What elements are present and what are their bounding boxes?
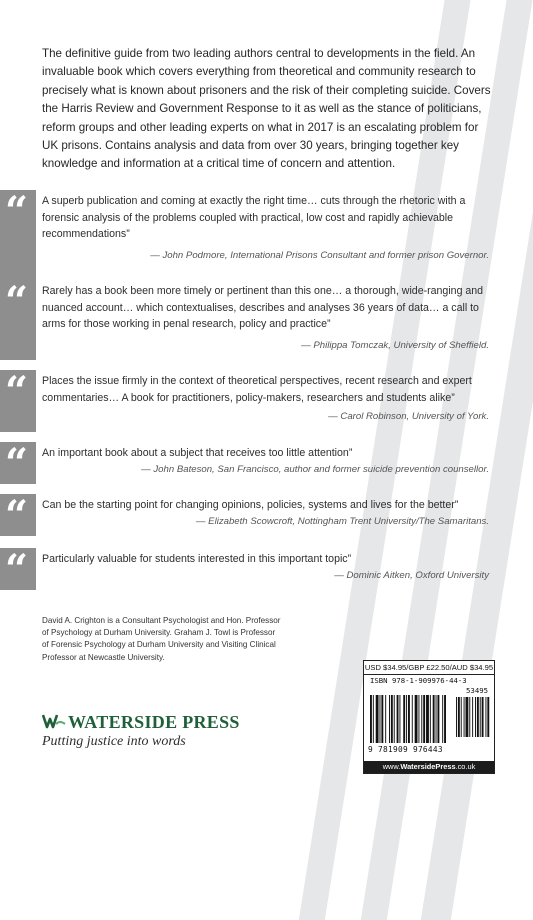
addon-code: 53495 [466, 686, 488, 695]
author-bio: David A. Crighton is a Consultant Psychologist and Hon. Professor of Psychology at Durham University. Graham J. Towl is Professor of Forensic Psychology at Durham University and Visiting Clinical Professor at Newcastle University. [42, 616, 281, 662]
waterside-logo-icon [42, 712, 66, 730]
price-line: USD $34.95/GBP £22.50/AUD $34.95 [364, 661, 494, 675]
review-text: Particularly valuable for students interested in this important topic” [42, 553, 352, 565]
url-domain: WatersidePress [400, 762, 456, 771]
url-prefix: www. [382, 762, 401, 771]
quote-bar [0, 546, 36, 593]
book-blurb: The definitive guide from two leading authors central to developments in the field. An invaluable book which covers everything from theoretical and community research to precisely what is known about prisoners and the risk of their completing suicide. Covers the Harris Review and Government Response to it as well as the stance of politicians, reform groups and other leading experts on what in 2017 is an escalating problem for UK prisons. Contains analysis and data from over 30 years, bringing together key knowledge and information at a critical time of concern and attention. [42, 47, 491, 171]
publisher-name: WATERSIDE PRESS [68, 712, 240, 732]
quote-bar [0, 440, 36, 487]
publisher-tagline: Putting justice into words [42, 734, 186, 749]
website-url [364, 761, 494, 773]
quote-icon: “ [5, 278, 29, 325]
quote-icon: “ [5, 546, 29, 593]
review-text: An important book about a subject that receives too little attention” [42, 447, 353, 459]
isbn-text: ISBN 978-1-909976-44-3 [370, 676, 467, 685]
url-suffix: .co.uk [455, 762, 476, 771]
review-attribution: — Elizabeth Scowcroft, Nottingham Trent University/The Samaritans. [195, 516, 489, 527]
quote-icon: “ [5, 368, 29, 415]
review-attribution: — John Bateson, San Francisco, author and former suicide prevention counsellor. [141, 464, 489, 475]
quote-icon: “ [5, 188, 29, 235]
quote-icon: “ [5, 492, 29, 539]
publisher-logo [42, 712, 272, 752]
quote-bar [0, 190, 36, 282]
quote-icon: “ [5, 440, 29, 487]
review-attribution: — Carol Robinson, University of York. [328, 411, 489, 422]
review-text: Places the issue firmly in the context of theoretical perspectives, recent research and expert commentaries… A book for practitioners, policy-makers, researchers and students alike” [42, 375, 472, 404]
review-text: Can be the starting point for changing opinions, policies, systems and lives for the better” [42, 499, 459, 511]
ean-number: 9 781909 976443 [368, 745, 443, 754]
review-text: Rarely has a book been more timely or pertinent than this one… a thorough, wide-ranging and nuanced account… which contextualises, describes and analyses 36 years of data… a call to arms for those working in penal research, policy and practice” [42, 285, 484, 330]
review-attribution: — John Podmore, International Prisons Consultant and former prison Governor. [150, 250, 489, 261]
quote-bar [0, 370, 36, 432]
barcode-panel [363, 660, 495, 774]
barcode-icon [368, 695, 490, 745]
review-attribution: — Dominic Aitken, Oxford University [334, 570, 489, 581]
review-attribution: — Philippa Tomczak, University of Sheffield. [301, 340, 489, 351]
quote-bar [0, 492, 36, 539]
review-text: A superb publication and coming at exactly the right time… cuts through the rhetoric with a forensic analysis of the problems coupled with practical, low cost and rapidly achievable recommendations” [42, 195, 466, 240]
